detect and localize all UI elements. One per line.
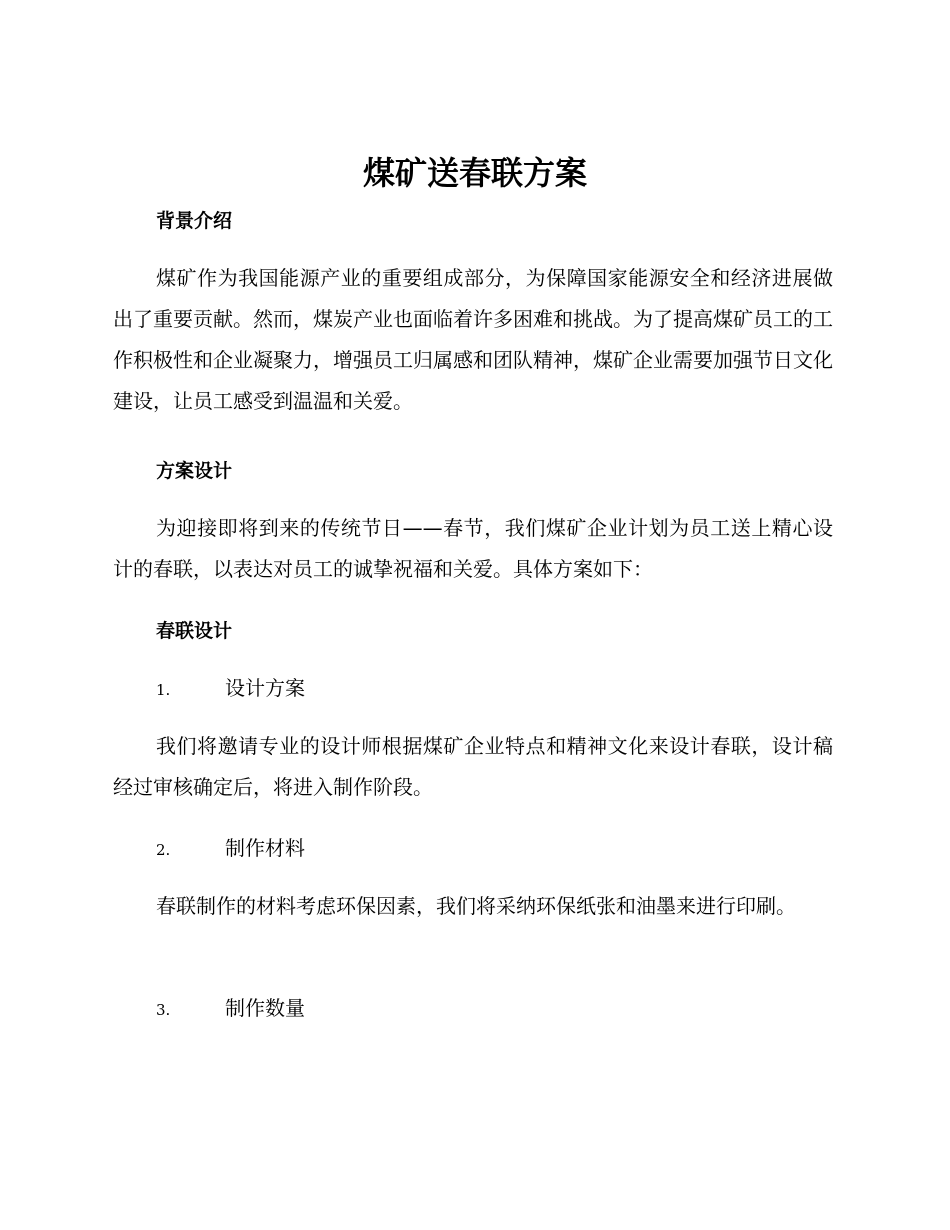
list-item-number: 3. bbox=[156, 1001, 171, 1019]
section-heading-background: 背景介绍 bbox=[156, 210, 233, 232]
list-item-design-plan bbox=[156, 673, 305, 705]
section-heading-plan: 方案设计 bbox=[156, 460, 233, 482]
list-item-label: 制作材料 bbox=[225, 836, 305, 860]
list-item-number: 1. bbox=[156, 681, 171, 699]
background-paragraph: 煤矿作为我国能源产业的重要组成部分，为保障国家能源安全和经济进展做出了重要贡献。然而，煤炭产业也面临着许多困难和挑战。为了提高煤矿员工的工作积极性和企业凝聚力，增强员工归属感和团队精神，煤矿企业需要加强节日文化建设，让员工感受到温温和关爱。 bbox=[113, 266, 833, 413]
design-plan-paragraph: 我们将邀请专业的设计师根据煤矿企业特点和精神文化来设计春联，设计稿经过审核确定后，将进入制作阶段。 bbox=[113, 734, 833, 799]
section-heading-couplet-design: 春联设计 bbox=[156, 620, 233, 642]
plan-paragraph: 为迎接即将到来的传统节日——春节，我们煤矿企业计划为员工送上精心设计的春联，以表达对员工的诚挚祝福和关爱。具体方案如下： bbox=[113, 516, 833, 581]
list-item-quantity bbox=[156, 993, 305, 1025]
list-item-label: 设计方案 bbox=[225, 676, 305, 700]
list-item-materials bbox=[156, 833, 305, 865]
list-item-number: 2. bbox=[156, 841, 171, 859]
materials-paragraph: 春联制作的材料考虑环保因素，我们将采纳环保纸张和油墨来进行印刷。 bbox=[156, 894, 796, 918]
document-title: 煤矿送春联方案 bbox=[362, 154, 587, 192]
list-item-label: 制作数量 bbox=[225, 996, 305, 1020]
